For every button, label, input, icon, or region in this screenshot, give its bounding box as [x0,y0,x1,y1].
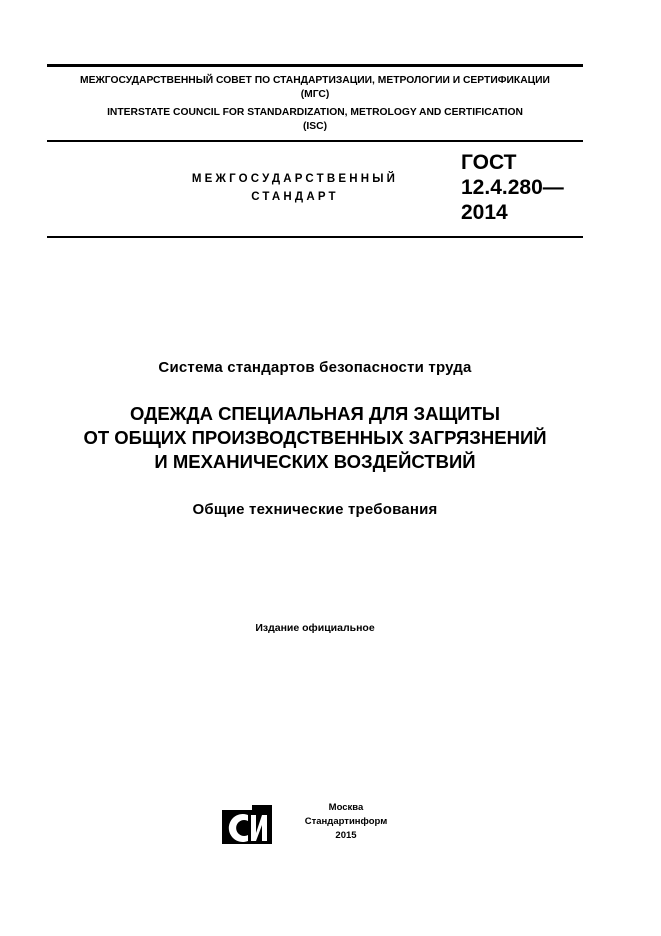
header-rule [47,140,583,142]
code-rule [47,236,583,238]
document-title-line2: ОТ ОБЩИХ ПРОИЗВОДСТВЕННЫХ ЗАГРЯЗНЕНИЙ [83,427,547,448]
council-header [47,74,583,134]
council-en-name: INTERSTATE COUNCIL FOR STANDARDIZATION, METROLOGY AND CERTIFICATION [107,107,523,118]
standard-kind-line1: МЕЖГОСУДАРСТВЕННЫЙ [191,173,399,185]
council-en-abbr: (ISC) [302,121,328,132]
publisher-city: Москва [328,802,364,813]
publisher-name: Стандартинформ [304,816,388,827]
standards-system: Система стандартов безопасности труда [158,359,472,376]
top-rule [47,64,583,67]
document-title-line3: И МЕХАНИЧЕСКИХ ВОЗДЕЙСТВИЙ [154,451,476,472]
council-ru-abbr: (МГС) [300,89,330,100]
standard-kind-line2: СТАНДАРТ [251,191,339,203]
publication-year: 2015 [335,830,357,841]
standard-kind [150,170,440,206]
council-ru-name: МЕЖГОСУДАРСТВЕННЫЙ СОВЕТ ПО СТАНДАРТИЗАЦИИ, МЕТРОЛОГИИ И СЕРТИФИКАЦИИ [80,75,550,86]
standartinform-logo-icon [222,797,272,844]
standard-code-line3: 2014 [461,201,508,224]
edition-note: Издание официальное [255,622,375,634]
publisher-block [296,801,396,843]
document-subtitle: Общие технические требования [192,501,438,518]
document-title [40,402,590,474]
standard-code-line2: 12.4.280— [461,176,564,199]
standard-code [461,150,564,225]
standard-code-line1: ГОСТ [461,151,517,174]
document-title-line1: ОДЕЖДА СПЕЦИАЛЬНАЯ ДЛЯ ЗАЩИТЫ [130,403,500,424]
